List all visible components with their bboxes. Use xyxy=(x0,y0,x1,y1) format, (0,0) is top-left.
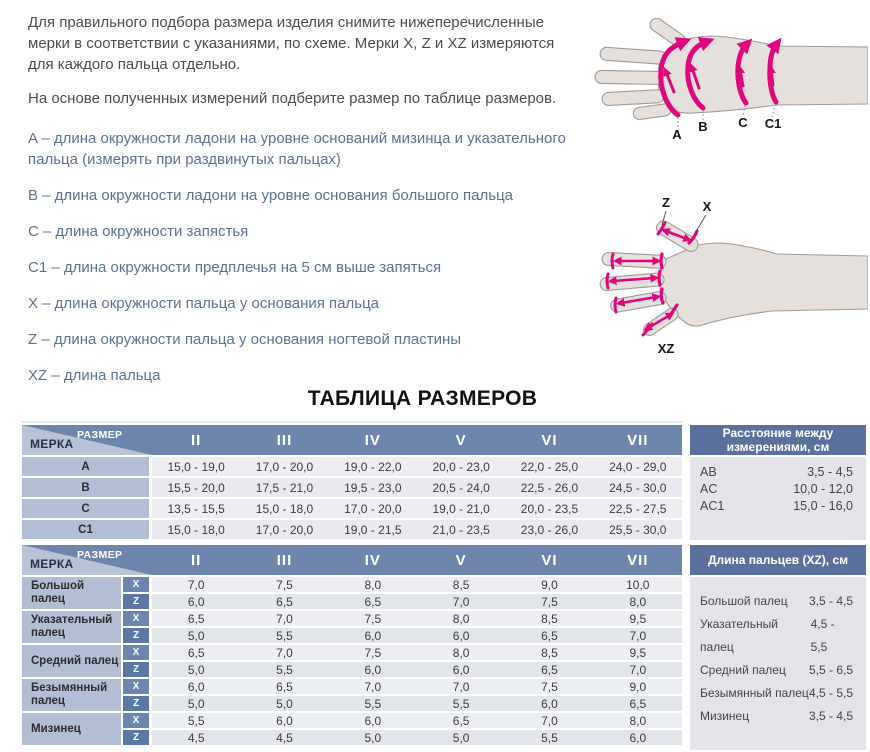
finger-value-cell: 7,0 xyxy=(452,594,470,609)
finger-value-cell: 10,0 xyxy=(626,577,650,592)
measure-tag-column xyxy=(123,611,149,643)
middle-finger xyxy=(595,70,663,84)
size-column-header: IV xyxy=(364,551,381,569)
finger-values-row xyxy=(152,645,682,660)
label-z: Z xyxy=(662,195,670,210)
finger-value-cell: 8,5 xyxy=(452,577,470,592)
measure-tag-column xyxy=(123,713,149,745)
t1-corner-cell xyxy=(22,425,152,455)
finger-values xyxy=(152,679,682,711)
finger-length-body xyxy=(690,577,866,750)
size-value-cell: 19,0 - 22,0 xyxy=(344,459,402,474)
finger-value-cell: 7,5 xyxy=(364,611,382,626)
measurement-definition: B – длина окружности ладони на уровне основания большого пальца xyxy=(28,187,514,204)
label-xz: XZ xyxy=(657,341,675,356)
side-row-value: 3,5 - 4,5 xyxy=(807,465,853,479)
finger-value-cell: 7,5 xyxy=(364,645,382,660)
size-column-header: V xyxy=(455,551,467,569)
finger-value-cell: 9,5 xyxy=(629,611,647,626)
size-value-cell: 15,0 - 18,0 xyxy=(167,522,225,537)
finger-value-cell: 6,5 xyxy=(364,594,382,609)
label-b: B xyxy=(698,119,708,134)
size-value-cell: 13,5 - 15,5 xyxy=(167,501,225,516)
hand-outline xyxy=(595,16,868,120)
size-table-row xyxy=(22,520,682,539)
finger-value-cell: 6,0 xyxy=(187,594,205,609)
tag-x-badge: X xyxy=(123,679,149,694)
finger-value-cell: 7,0 xyxy=(276,645,293,660)
finger-values-row xyxy=(152,679,682,694)
finger-values-row xyxy=(152,696,682,711)
measure-tag-column xyxy=(123,577,149,609)
side-row-value: 15,0 - 16,0 xyxy=(793,499,853,513)
size-table-values xyxy=(152,499,682,518)
size-column-header: VI xyxy=(541,431,558,449)
finger-values-row xyxy=(152,713,682,728)
measurements-size-table xyxy=(22,425,682,541)
finger-value-cell: 9,0 xyxy=(541,577,558,592)
finger-value-cell: 6,5 xyxy=(276,679,293,694)
index-finger xyxy=(600,47,667,65)
finger-value-cell: 6,5 xyxy=(452,713,470,728)
finger-value-cell: 7,5 xyxy=(541,594,558,609)
finger-length-table xyxy=(690,545,866,750)
side-table-row xyxy=(700,705,853,728)
measurement-definition: C1 – длина окружности предплечья на 5 см выше запяться xyxy=(28,259,442,276)
t1-columns xyxy=(152,425,682,455)
size-table-row xyxy=(22,478,682,497)
side-table-row xyxy=(700,464,853,481)
size-value-cell: 15,0 - 18,0 xyxy=(255,501,314,516)
finger-row-group xyxy=(22,713,682,745)
size-value-cell: 17,5 - 21,0 xyxy=(255,480,314,495)
finger-value-cell: 5,5 xyxy=(452,696,470,711)
size-value-cell: 22,5 - 27,5 xyxy=(609,501,667,516)
side-row-label: Безымянный палец xyxy=(700,686,809,700)
size-value-cell: 20,0 - 23,0 xyxy=(432,459,490,474)
finger-value-cell: 6,0 xyxy=(452,628,470,643)
tag-z-badge: Z xyxy=(123,594,149,609)
side-row-value: 4,5 - 5,5 xyxy=(810,617,835,654)
finger-value-cell: 7,0 xyxy=(187,577,205,592)
finger-value-cell: 5,5 xyxy=(276,662,293,677)
measurement-definition: C – длина окружности запястья xyxy=(28,223,249,240)
tag-x-badge: X xyxy=(123,713,149,728)
side-row-label: Средний палец xyxy=(700,663,786,677)
size-column-header: II xyxy=(190,551,202,569)
label-c: C xyxy=(738,115,748,130)
finger-value-cell: 6,0 xyxy=(541,696,558,711)
size-value-cell: 15,0 - 19,0 xyxy=(167,459,225,474)
finger-value-cell: 5,0 xyxy=(452,730,470,745)
finger-name-label: Мизинец xyxy=(22,713,121,745)
side-row-value: 5,5 - 6,5 xyxy=(808,663,853,677)
size-table-values xyxy=(152,520,682,539)
finger-value-cell: 7,0 xyxy=(629,662,647,677)
finger-values xyxy=(152,645,682,677)
size-value-cell: 19,5 - 23,0 xyxy=(344,480,402,495)
finger-value-cell: 7,0 xyxy=(364,679,382,694)
size-table-row xyxy=(22,499,682,518)
size-value-cell: 24,0 - 29,0 xyxy=(609,459,667,474)
finger-length-header: Длина пальцев (XZ), см xyxy=(690,545,866,575)
finger-value-cell: 5,0 xyxy=(187,628,205,643)
finger-values xyxy=(152,611,682,643)
finger-row-group xyxy=(22,577,682,609)
t2-columns xyxy=(152,545,682,575)
finger-values xyxy=(152,713,682,745)
finger-values-row xyxy=(152,730,682,745)
size-value-cell: 17,0 - 20,0 xyxy=(255,522,314,537)
size-table-row xyxy=(22,457,682,476)
finger-value-cell: 8,5 xyxy=(541,645,558,660)
finger-value-cell: 9,0 xyxy=(629,679,647,694)
finger-value-cell: 5,0 xyxy=(187,662,205,677)
corner-measure-label: МЕРКА xyxy=(30,557,74,571)
ring-finger xyxy=(602,90,665,106)
finger-value-cell: 5,0 xyxy=(364,730,382,745)
finger-value-cell: 6,0 xyxy=(364,713,382,728)
size-value-cell: 22,5 - 26,0 xyxy=(520,480,579,495)
tag-z-badge: Z xyxy=(123,730,149,745)
size-value-cell: 15,5 - 20,0 xyxy=(167,480,225,495)
finger-value-cell: 8,0 xyxy=(452,611,470,626)
size-value-cell: 21,0 - 23,5 xyxy=(432,522,490,537)
definitions-list xyxy=(28,128,604,401)
measurement-definition: XZ – длина пальца xyxy=(28,367,161,384)
tag-x-badge: X xyxy=(123,645,149,660)
finger-value-cell: 7,5 xyxy=(541,679,558,694)
measure-tag-column xyxy=(123,645,149,677)
finger-value-cell: 4,5 xyxy=(276,730,293,745)
measure-label: C xyxy=(22,499,149,518)
finger-name-label: Средний палец xyxy=(22,645,121,677)
measurement-definition: X – длина окружности пальца у основания пальца xyxy=(28,295,380,312)
size-value-cell: 17,0 - 20,0 xyxy=(255,459,314,474)
size-value-cell: 23,0 - 26,0 xyxy=(520,522,579,537)
measure-label: C1 xyxy=(22,520,149,539)
side-table-row xyxy=(700,498,853,515)
side-row-value: 3,5 - 4,5 xyxy=(808,709,853,723)
side-row-value: 4,5 - 5,5 xyxy=(808,686,853,700)
finger-value-cell: 8,0 xyxy=(629,713,647,728)
size-value-cell: 24,5 - 30,0 xyxy=(609,480,667,495)
finger-value-cell: 6,0 xyxy=(452,662,470,677)
side-row-value: 3,5 - 4,5 xyxy=(808,594,853,608)
finger-value-cell: 5,5 xyxy=(364,696,382,711)
size-column-header: VII xyxy=(627,431,649,449)
finger-value-cell: 5,0 xyxy=(276,696,293,711)
finger-value-cell: 6,0 xyxy=(276,713,293,728)
size-column-header: VI xyxy=(541,551,558,569)
tag-z-badge: Z xyxy=(123,662,149,677)
size-value-cell: 17,0 - 20,0 xyxy=(344,501,402,516)
finger-values-row xyxy=(152,577,682,592)
size-column-header: II xyxy=(190,431,202,449)
corner-size-label: РАЗМЕР xyxy=(77,549,123,561)
finger-value-cell: 8,0 xyxy=(364,577,382,592)
measure-label: B xyxy=(22,478,149,497)
finger-value-cell: 6,5 xyxy=(541,662,558,677)
side-row-value: 10,0 - 12,0 xyxy=(793,482,853,496)
t1-body xyxy=(22,457,682,539)
hand-circumference-diagram xyxy=(582,2,868,178)
tag-z-badge: Z xyxy=(123,628,149,643)
finger-values-row xyxy=(152,611,682,626)
tag-z-badge: Z xyxy=(123,696,149,711)
finger-values xyxy=(152,577,682,609)
side-row-label: AB xyxy=(700,465,717,479)
finger-row-group xyxy=(22,679,682,711)
size-table-values xyxy=(152,478,682,497)
hand-finger-diagram xyxy=(582,184,868,370)
finger-value-cell: 9,5 xyxy=(629,645,647,660)
t2-header xyxy=(22,545,682,575)
size-value-cell: 19,0 - 21,0 xyxy=(432,501,490,516)
size-column-header: V xyxy=(455,431,467,449)
size-value-cell: 20,5 - 24,0 xyxy=(432,480,490,495)
side-table-row xyxy=(700,682,853,705)
finger-values-row xyxy=(152,628,682,643)
corner-measure-label: МЕРКА xyxy=(30,437,74,451)
distance-table-header: Расстояние между измерениями, см xyxy=(690,425,866,455)
finger-value-cell: 6,0 xyxy=(364,662,382,677)
measure-label: A xyxy=(22,457,149,476)
size-column-header: III xyxy=(276,431,293,449)
measurement-definition: A – длина окружности ладони на уровне оснований мизинца и указательного пальца (измерять при раздвинутых пальцах) xyxy=(28,130,566,168)
intro-paragraph-1: Для правильного подбора размера изделия снимите нижеперечисленные мерки в соответствии с указаниями, по схеме. Мерки X, Z и XZ измеряются для каждого пальца отдельно. xyxy=(28,14,555,73)
intro-text xyxy=(28,12,576,122)
measurement-definition: Z – длина окружности пальца у основания ногтевой пластины xyxy=(28,331,462,348)
size-table-title: ТАБЛИЦА РАЗМЕРОВ xyxy=(307,387,538,410)
size-value-cell: 20,0 - 23,5 xyxy=(520,501,579,516)
finger-value-cell: 7,0 xyxy=(276,611,293,626)
side-row-label: Большой палец xyxy=(700,594,788,608)
finger-value-cell: 6,5 xyxy=(187,645,205,660)
finger-name-label: Указательный палец xyxy=(22,611,121,643)
side-row-label: AC xyxy=(700,482,718,496)
pinky-finger xyxy=(633,103,672,120)
side-table-row xyxy=(700,659,853,682)
finger-value-cell: 6,5 xyxy=(629,696,647,711)
side-table-row xyxy=(700,613,853,659)
finger-value-cell: 8,5 xyxy=(541,611,558,626)
finger-value-cell: 7,0 xyxy=(629,628,647,643)
finger-value-cell: 6,5 xyxy=(276,594,293,609)
finger-value-cell: 5,0 xyxy=(187,696,205,711)
side-row-label: AC1 xyxy=(700,499,725,513)
finger-name-label: Большой палец xyxy=(22,577,121,609)
distance-table xyxy=(690,425,866,540)
label-c1: C1 xyxy=(764,116,782,131)
finger-value-cell: 5,5 xyxy=(187,713,205,728)
finger-value-cell: 6,0 xyxy=(629,730,647,745)
side-row-label: Мизинец xyxy=(700,709,750,723)
tag-x-badge: X xyxy=(123,611,149,626)
finger-value-cell: 8,0 xyxy=(629,594,647,609)
t2-corner-cell xyxy=(22,545,152,575)
finger-value-cell: 6,0 xyxy=(364,628,382,643)
intro-paragraph-2: На основе полученных измерений подберите размер по таблице размеров. xyxy=(28,90,557,107)
side-table-row xyxy=(700,590,853,613)
t2-body xyxy=(22,577,682,745)
finger-row-group xyxy=(22,645,682,677)
finger-values-row xyxy=(152,662,682,677)
finger-value-cell: 7,5 xyxy=(276,577,293,592)
finger-value-cell: 5,5 xyxy=(541,730,558,745)
ring-finger xyxy=(610,291,667,314)
t1-header xyxy=(22,425,682,455)
side-row-label: Указательный палец xyxy=(700,617,778,654)
finger-values-row xyxy=(152,594,682,609)
size-column-header: III xyxy=(276,551,293,569)
label-x: X xyxy=(702,199,712,214)
divider xyxy=(22,421,682,423)
corner-size-label: РАЗМЕР xyxy=(77,429,123,441)
size-value-cell: 19,0 - 21,5 xyxy=(344,522,402,537)
finger-value-cell: 6,0 xyxy=(187,679,205,694)
finger-value-cell: 6,5 xyxy=(541,628,558,643)
finger-value-cell: 8,0 xyxy=(452,645,470,660)
size-column-header: IV xyxy=(364,431,381,449)
tag-x-badge: X xyxy=(123,577,149,592)
finger-row-group xyxy=(22,611,682,643)
side-table-row xyxy=(700,481,853,498)
finger-value-cell: 6,5 xyxy=(187,611,205,626)
size-column-header: VII xyxy=(627,551,649,569)
distance-table-body xyxy=(690,457,866,540)
finger-value-cell: 4,5 xyxy=(187,730,205,745)
finger-name-label: Безымянный палец xyxy=(22,679,121,711)
size-value-cell: 25,5 - 30,0 xyxy=(609,522,667,537)
size-value-cell: 22,0 - 25,0 xyxy=(520,459,579,474)
size-table-values xyxy=(152,457,682,476)
finger-value-cell: 7,0 xyxy=(541,713,558,728)
finger-value-cell: 5,5 xyxy=(276,628,293,643)
finger-value-cell: 7,0 xyxy=(452,679,470,694)
measure-tag-column xyxy=(123,679,149,711)
label-a: A xyxy=(672,127,682,142)
finger-size-table xyxy=(22,545,682,747)
